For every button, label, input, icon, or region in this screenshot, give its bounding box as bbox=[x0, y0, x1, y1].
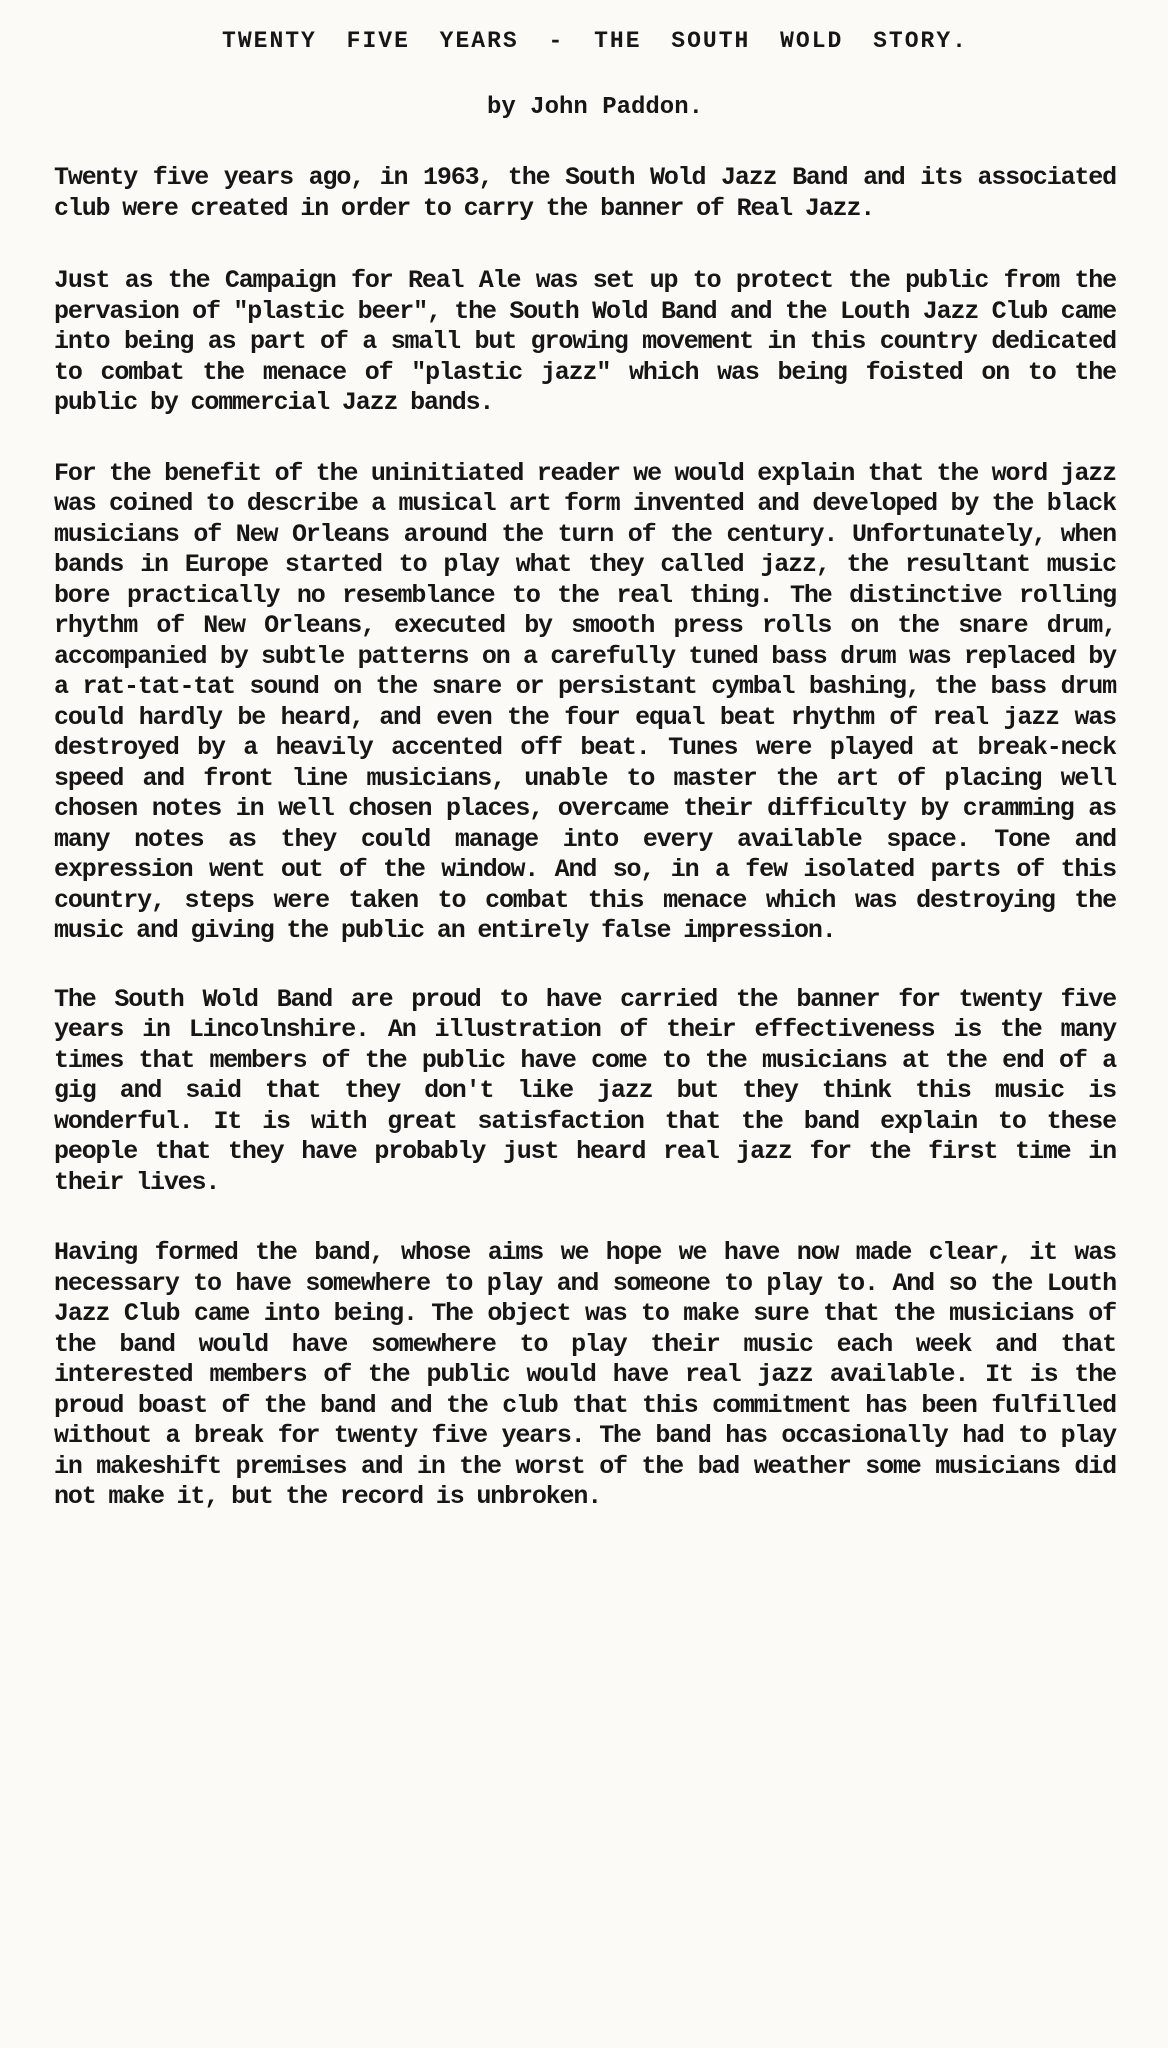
author-byline: by John Paddon. bbox=[486, 94, 704, 121]
paragraph-lincolnshire: The South Wold Band are proud to have carried the banner for twenty five years in Lincolnshire. An illustration of their effectiveness is the many times that members of the public have come to the musicians at the end of a gig and said that they don't like jazz but they think this music is wonderful. It is with great satisfaction that the band explain to these people that they have probably just heard real jazz for the first time in their lives. bbox=[54, 984, 1116, 1197]
paragraph-explanation: For the benefit of the uninitiated reader we would explain that the word jazz was coined to describe a musical art form invented and developed by the black musicians of New Orleans around the turn of the century. Unfortunately, when bands in Europe started to play what they called jazz, the resultant music bore practically no resemblance to the real thing. The distinctive rolling rhythm of New Orleans, executed by smooth press rolls on the snare drum, accompanied by subtle patterns on a carefully tuned bass drum was replaced by a rat-tat-tat sound on the snare or persistant cymbal bashing, the bass drum could hardly be heard, and even the four equal beat rhythm of real jazz was destroyed by a heavily accented off beat. Tunes were played at break-neck speed and front line musicians, unable to master the art of placing well chosen notes in well chosen places, overcame their difficulty by cramming as many notes as they could manage into every available space. Tone and expression went out of the window. And so, in a few isolated parts of this country, steps were taken to combat this menace which was destroying the music and giving the public an entirely false impression. bbox=[54, 458, 1116, 945]
paragraph-campaign: Just as the Campaign for Real Ale was set up to protect the public from the pervasion of "plastic beer", the South Wold Band and the Louth Jazz Club came into being as part of a small but growing movement in this country dedicated to combat the menace of "plastic jazz" which was being foisted on to the public by commercial Jazz bands. bbox=[54, 266, 1116, 417]
paragraph-intro: Twenty five years ago, in 1963, the South Wold Jazz Band and its associated club were created in order to carry the banner of Real Jazz. bbox=[54, 163, 1116, 223]
paragraph-club: Having formed the band, whose aims we hope we have now made clear, it was necessary to have somewhere to play and someone to play to. And so the Louth Jazz Club came into being. The object was to make sure that the musicians of the band would have somewhere to play their music each week and that interested members of the public would have real jazz available. It is the proud boast of the band and the club that this commitment has been fulfilled without a break for twenty five years. The band has occasionally had to play in makeshift premises and in the worst of the bad weather some musicians did not make it, but the record is unbroken. bbox=[54, 1238, 1116, 1511]
document-title: TWENTY FIVE YEARS - THE SOUTH WOLD STORY. bbox=[222, 28, 968, 54]
